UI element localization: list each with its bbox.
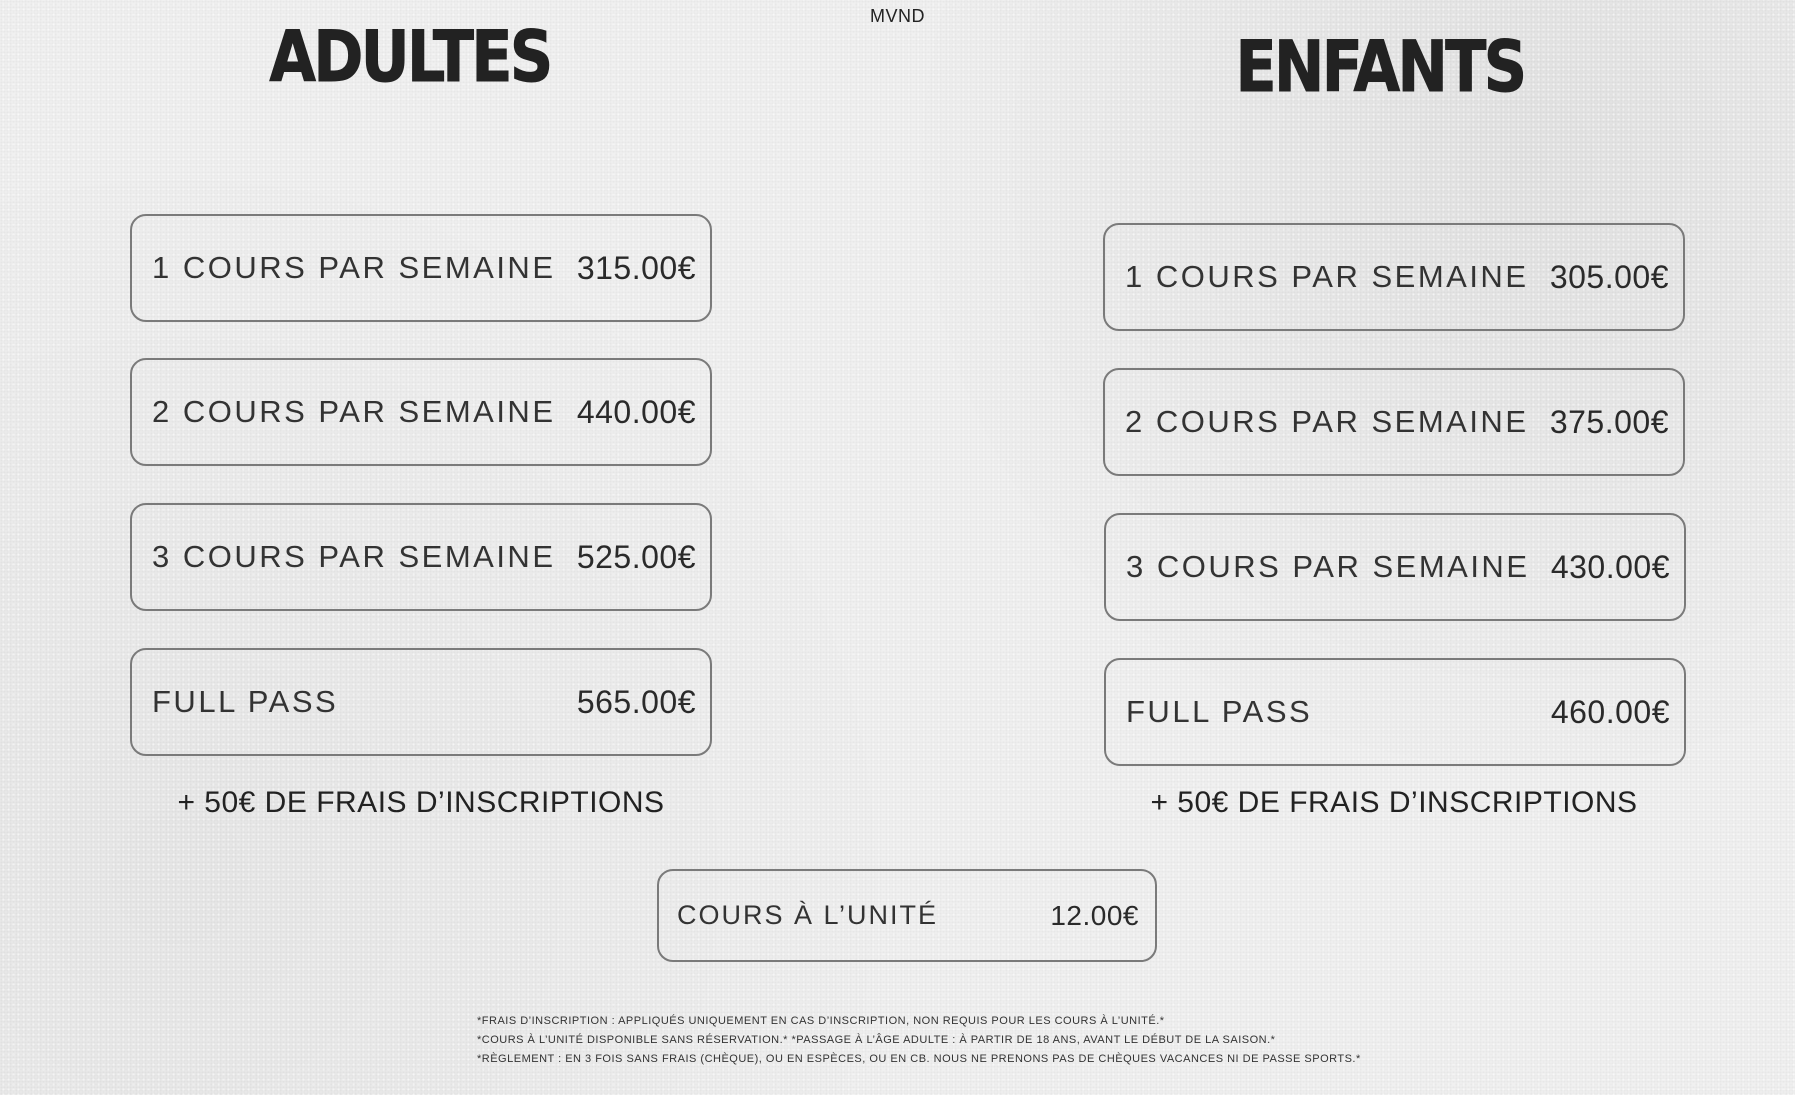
plan-label: 1 COURS PAR SEMAINE: [1125, 259, 1529, 294]
footnotes: [477, 1012, 1477, 1069]
enfants-plan-2: [1103, 368, 1685, 476]
footnote-line: *FRAIS D’INSCRIPTION : APPLIQUÉS UNIQUEMENT EN CAS D’INSCRIPTION, NON REQUIS POUR LES COURS À L’UNITÉ.*: [477, 1015, 1165, 1027]
enfants-plan-full-pass: [1104, 658, 1686, 766]
brand-name: MVND: [870, 6, 925, 26]
footnote-line: *RÈGLEMENT : EN 3 FOIS SANS FRAIS (CHÈQUE), OU EN ESPÈCES, OU EN CB. NOUS NE PRENONS PAS DE CHÈQUES VACANCES NI DE PASSE SPORTS.*: [477, 1053, 1361, 1065]
enfants-plan-3: [1104, 513, 1686, 621]
enfants-title: ENFANTS: [1235, 26, 1525, 108]
footnote-line: *COURS À L’UNITÉ DISPONIBLE SANS RÉSERVATION.* *PASSAGE À L’ÂGE ADULTE : À PARTIR DE 18 ANS, AVANT LE DÉBUT DE LA SAISON.*: [477, 1034, 1276, 1046]
adultes-plan-2: [130, 358, 712, 466]
plan-price: 305.00€: [1549, 258, 1669, 295]
plan-price: 525.00€: [576, 538, 696, 575]
plan-label: FULL PASS: [152, 684, 339, 719]
plan-label: FULL PASS: [1126, 694, 1313, 729]
plan-price: 565.00€: [576, 683, 696, 720]
adultes-plan-1: [130, 214, 712, 322]
plan-label: 3 COURS PAR SEMAINE: [1126, 549, 1530, 584]
plan-price: 440.00€: [576, 393, 696, 430]
plan-label: 3 COURS PAR SEMAINE: [152, 539, 556, 574]
enfants-plan-1: [1103, 223, 1685, 331]
enfants-fees-note: + 50€ DE FRAIS D’INSCRIPTIONS: [1150, 786, 1638, 819]
plan-label: 2 COURS PAR SEMAINE: [152, 394, 556, 429]
plan-price: 430.00€: [1550, 548, 1670, 585]
single-class-value: 12.00€: [1050, 899, 1139, 931]
adultes-fees-note: + 50€ DE FRAIS D’INSCRIPTIONS: [177, 786, 665, 819]
plan-price: 375.00€: [1549, 403, 1669, 440]
adultes-title: ADULTES: [269, 16, 551, 98]
plan-label: 2 COURS PAR SEMAINE: [1125, 404, 1529, 439]
plan-price: 460.00€: [1550, 693, 1670, 730]
single-class-label: COURS À L’UNITÉ: [677, 900, 939, 930]
single-class-price: [657, 869, 1157, 962]
adultes-plan-full-pass: [130, 648, 712, 756]
plan-price: 315.00€: [576, 249, 696, 286]
adultes-plan-3: [130, 503, 712, 611]
plan-label: 1 COURS PAR SEMAINE: [152, 250, 556, 285]
